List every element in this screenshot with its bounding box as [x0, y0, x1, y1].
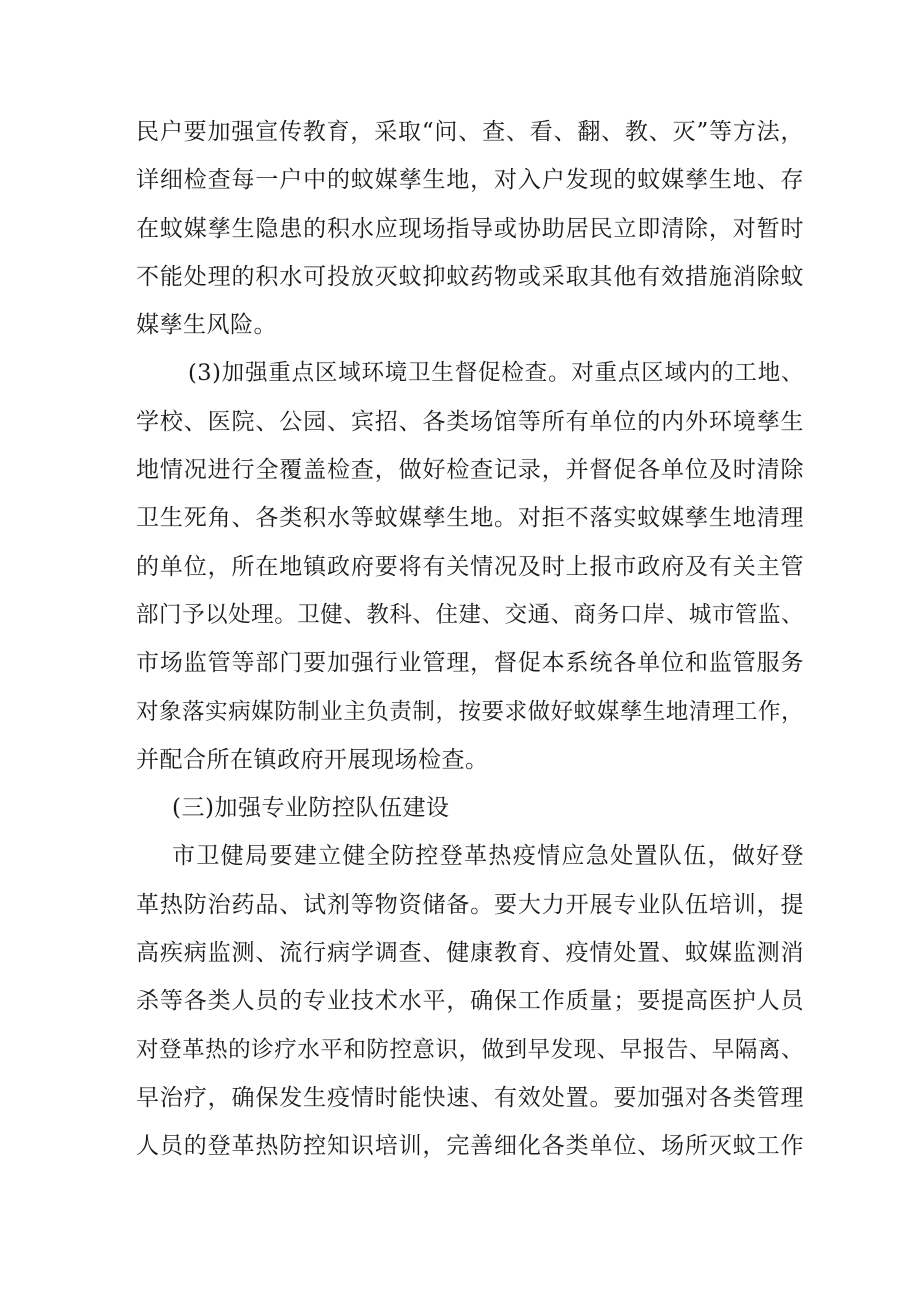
text-line: 市场监管等部门要加强行业管理，督促本系统各单位和监管服务 — [136, 650, 804, 677]
text-line: 市卫健局要建立健全防控登革热疫情应急处置队伍，做好登 — [172, 843, 804, 870]
document-body — [136, 108, 804, 1171]
paragraph-heading-3: (3)加强重点区域环境卫生督促检查。对重点区域内的工地、 — [188, 360, 804, 387]
text-line: 地情况进行全覆盖检查，做好检查记录，并督促各单位及时清除 — [136, 457, 804, 484]
text-line: 媒孳生风险。 — [136, 312, 277, 339]
text-line: 部门予以处理。卫健、教科、住建、交通、商务口岸、城市管监、 — [136, 601, 804, 628]
text-line: 的单位，所在地镇政府要将有关情况及时上报市政府及有关主管 — [136, 553, 804, 580]
text-line: 早治疗，确保发生疫情时能快速、有效处置。要加强对各类管理 — [136, 1084, 804, 1111]
text-line: 杀等各类人员的专业技术水平，确保工作质量；要提高医护人员 — [136, 988, 804, 1015]
text-line: 详细检查每一户中的蚊媒孳生地，对入户发现的蚊媒孳生地、存 — [136, 167, 804, 194]
text-line: 并配合所在镇政府开展现场检查。 — [136, 746, 489, 773]
text-line: 对登革热的诊疗水平和防控意识，做到早发现、早报告、早隔离、 — [136, 1036, 804, 1063]
text-line: 在蚊媒孳生隐患的积水应现场指导或协助居民立即清除，对暂时 — [136, 215, 804, 242]
text-line: 学校、医院、公园、宾招、各类场馆等所有单位的内外环境孳生 — [136, 408, 804, 435]
text-line: 不能处理的积水可投放灭蚊抑蚊药物或采取其他有效措施消除蚊 — [136, 263, 804, 290]
text-line: 人员的登革热防控知识培训，完善细化各类单位、场所灭蚊工作 — [136, 1133, 804, 1160]
text-line: 高疾病监测、流行病学调查、健康教育、疫情处置、蚊媒监测消 — [136, 940, 804, 967]
text-line: 民户要加强宣传教育，采取“问、查、看、翻、教、灭”等方法， — [136, 119, 804, 145]
text-line: 对象落实病媒防制业主负责制，按要求做好蚊媒孳生地清理工作， — [136, 698, 804, 725]
text-line: 卫生死角、各类积水等蚊媒孳生地。对拒不落实蚊媒孳生地清理 — [136, 505, 804, 532]
section-heading: (三)加强专业防控队伍建设 — [172, 795, 450, 822]
text-line: 革热防治药品、试剂等物资储备。要大力开展专业队伍培训，提 — [136, 891, 804, 918]
